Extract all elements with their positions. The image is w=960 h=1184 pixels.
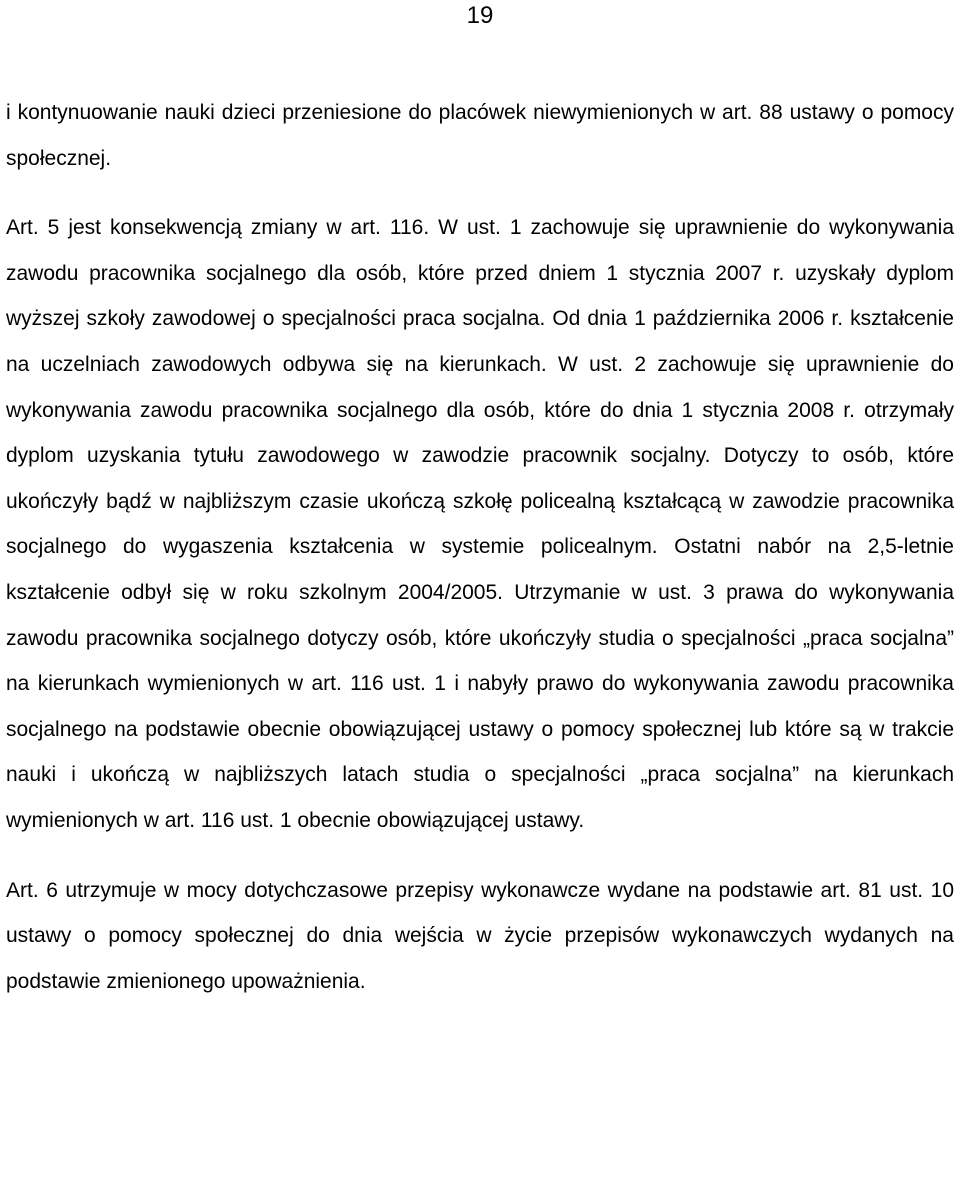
paragraph-gap bbox=[6, 844, 954, 868]
paragraph-2: Art. 5 jest konsekwencją zmiany w art. 116. W ust. 1 zachowuje się uprawnienie do wykonywania zawodu pracownika socjalnego dla osób, które przed dniem 1 stycznia 2007 r. uzyskały dyplom wyższej szkoły zawodowej o specjalności praca socjalna. Od dnia 1 października 2006 r. kształcenie na uczelniach zawodowych odbywa się na kierunkach. W ust. 2 zachowuje się uprawnienie do wykonywania zawodu pracownika socjalnego dla osób, które do dnia 1 stycznia 2008 r. otrzymały dyplom uzyskania tytułu zawodowego w zawodzie pracownik socjalny. Dotyczy to osób, które ukończyły bądź w najbliższym czasie ukończą szkołę policealną kształcącą w zawodzie pracownika socjalnego do wygaszenia kształcenia w systemie policealnym. Ostatni nabór na 2,5-letnie kształcenie odbył się w roku szkolnym 2004/2005. Utrzymanie w ust. 3 prawa do wykonywania zawodu pracownika socjalnego dotyczy osób, które ukończyły studia o specjalności „praca socjalna” na kierunkach wymienionych w art. 116 ust. 1 i nabyły prawo do wykonywania zawodu pracownika socjalnego na podstawie obecnie obowiązującej ustawy o pomocy społecznej lub które są w trakcie nauki i ukończą w najbliższych latach studia o specjalności „praca socjalna” na kierunkach wymienionych w art. 116 ust. 1 obecnie obowiązującej ustawy. bbox=[6, 216, 954, 832]
page-number: 19 bbox=[466, 2, 494, 29]
paragraph-1: i kontynuowanie nauki dzieci przeniesione do placówek niewymienionych w art. 88 ustawy o pomocy społecznej. bbox=[6, 101, 954, 170]
paragraph-gap bbox=[6, 181, 954, 205]
document-body bbox=[6, 90, 954, 1004]
paragraph-3: Art. 6 utrzymuje w mocy dotychczasowe przepisy wykonawcze wydane na podstawie art. 81 ust. 10 ustawy o pomocy społecznej do dnia wejścia w życie przepisów wykonawczych wydanych na podstawie zmienionego upoważnienia. bbox=[6, 878, 954, 993]
